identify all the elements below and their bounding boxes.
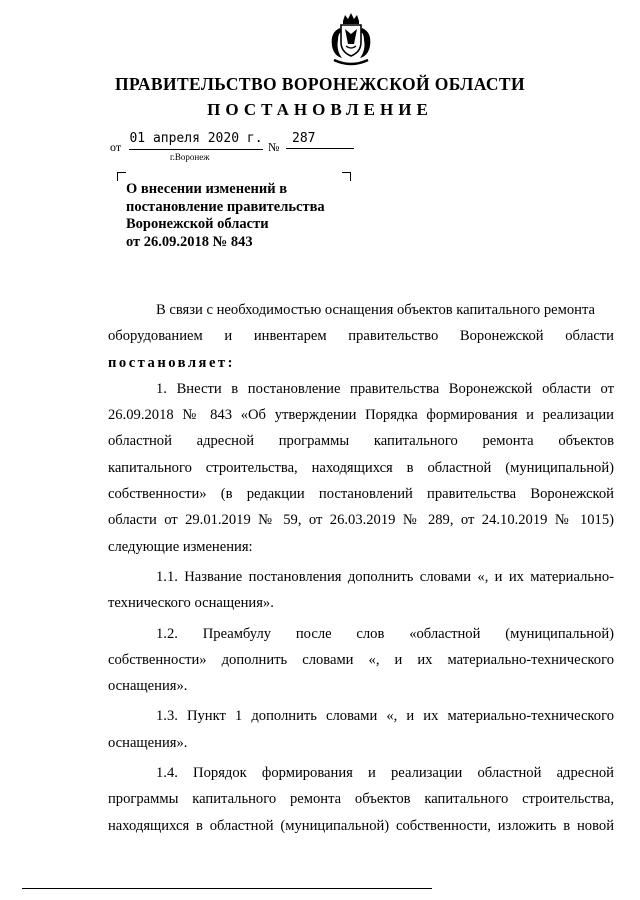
body-line: оснащения». xyxy=(108,734,188,751)
resolves-word: постановляет: xyxy=(108,354,235,371)
decree-subject xyxy=(126,181,366,251)
city-label: г.Воронеж xyxy=(170,152,210,162)
body-line: капитального строительства, находящихся в областной (муниципальной) xyxy=(108,459,614,476)
subject-line: от 26.09.2018 № 843 xyxy=(126,233,253,250)
subject-bracket-right xyxy=(342,172,351,181)
decree-date: 01 апреля 2020 г. xyxy=(129,131,263,150)
body-line: программы капитального ремонта объектов капитального строительства, xyxy=(108,791,614,808)
body-line: собственности» (в редакции постановлений правительства Воронежской xyxy=(108,486,614,503)
subject-line: О внесении изменений в xyxy=(126,181,288,197)
body-line: 1.1. Название постановления дополнить словами «, и их материально- xyxy=(156,568,614,585)
subject-bracket-left xyxy=(117,172,126,181)
subject-line: Воронежской области xyxy=(126,216,269,232)
number-label: № xyxy=(268,140,280,154)
body-line: находящихся в областной (муниципальной) собственности, изложить в новой xyxy=(108,817,614,834)
decree-number: 287 xyxy=(286,131,354,149)
document-type: ПОСТАНОВЛЕНИЕ xyxy=(207,100,433,119)
government-title: ПРАВИТЕЛЬСТВО ВОРОНЕЖСКОЙ ОБЛАСТИ xyxy=(114,74,526,94)
body-line: области от 29.01.2019 № 59, от 26.03.2019 № 289, от 24.10.2019 № 1015) xyxy=(108,512,614,529)
body-line: следующие изменения: xyxy=(108,538,253,555)
body-line: оборудованием и инвентарем правительство Воронежской области xyxy=(108,328,614,345)
date-label: от xyxy=(110,140,122,154)
subject-line: постановление правительства xyxy=(126,198,325,215)
decree-body xyxy=(108,297,614,839)
body-line: оснащения». xyxy=(108,678,188,695)
body-line: 1.4. Порядок формирования и реализации областной адресной xyxy=(156,765,614,782)
body-line: 1.2. Преамбулу после слов «областной (муниципальной) xyxy=(156,625,614,642)
body-line: В связи с необходимостью оснащения объектов капитального ремонта xyxy=(156,302,596,318)
body-line: 26.09.2018 № 843 «Об утверждении Порядка формирования и реализации xyxy=(108,407,614,424)
footer-divider xyxy=(22,888,432,889)
body-line: технического оснащения». xyxy=(108,595,274,612)
body-line: 1.3. Пункт 1 дополнить словами «, и их материально-технического xyxy=(156,708,614,725)
body-line: собственности» дополнить словами «, и их материально-технического xyxy=(108,651,614,668)
coat-of-arms-icon xyxy=(326,12,376,68)
body-line: 1. Внести в постановление правительства Воронежской области от xyxy=(156,380,614,397)
decree-details xyxy=(110,131,370,155)
body-line: областной адресной программы капитального ремонта объектов xyxy=(108,433,614,450)
